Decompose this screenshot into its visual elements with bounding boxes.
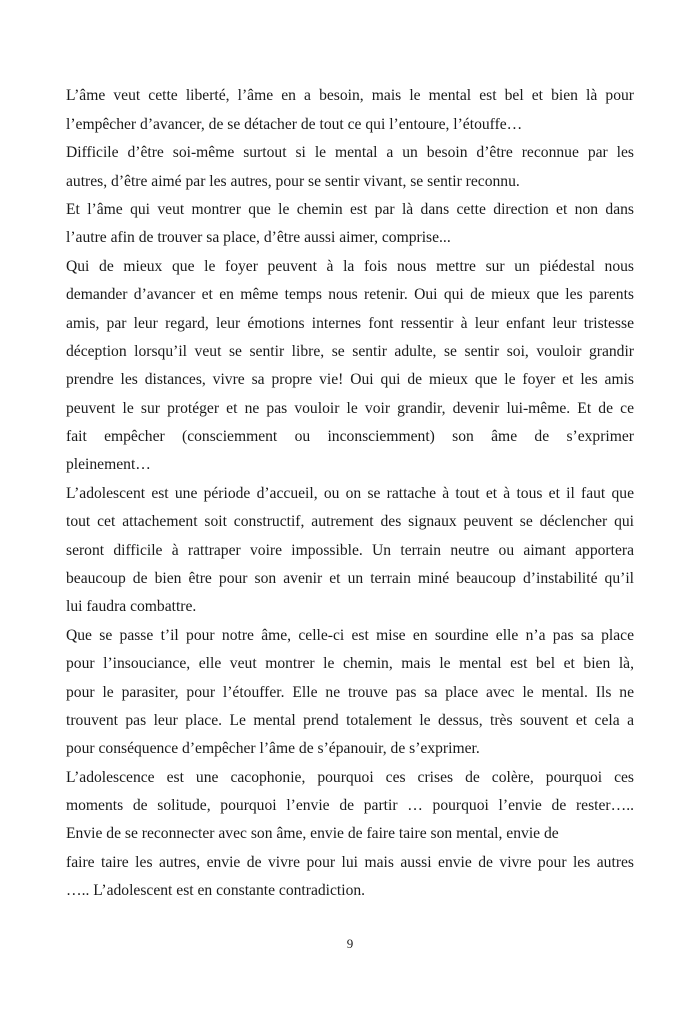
text-line: amis, par leur regard, leur émotions internes font ressentir à leur enfant leur tristesse xyxy=(66,315,634,332)
text-line: peuvent le sur protéger et ne pas vouloir le voir grandir, devenir lui-même. Et de ce xyxy=(66,400,634,417)
text-line: fait empêcher (consciemment ou inconsciemment) son âme de s’exprimer xyxy=(66,428,634,445)
text-line: l’empêcher d’avancer, de se détacher de tout ce qui l’entoure, l’étouffe… xyxy=(66,116,523,133)
text-line: ….. L’adolescent est en constante contradiction. xyxy=(66,882,366,899)
text-line: moments de solitude, pourquoi l’envie de partir … pourquoi l’envie de rester….. xyxy=(66,797,634,814)
text-line: beaucoup de bien être pour son avenir et un terrain miné beaucoup d’instabilité qu’il xyxy=(66,570,634,587)
text-line: Que se passe t’il pour notre âme, celle-ci est mise en sourdine elle n’a pas sa place xyxy=(66,627,634,644)
text-line: L’adolescence est une cacophonie, pourquoi ces crises de colère, pourquoi ces xyxy=(66,769,634,786)
text-line: Difficile d’être soi-même surtout si le mental a un besoin d’être reconnue par les xyxy=(66,144,634,161)
text-line: Et l’âme qui veut montrer que le chemin est par là dans cette direction et non dans xyxy=(66,201,634,218)
text-line: autres, d’être aimé par les autres, pour se sentir vivant, se sentir reconnu. xyxy=(66,173,520,190)
text-line: trouvent pas leur place. Le mental prend totalement le dessus, très souvent et cela a xyxy=(66,712,634,729)
text-line: pleinement… xyxy=(66,456,151,473)
text-line: lui faudra combattre. xyxy=(66,598,197,615)
text-line: faire taire les autres, envie de vivre pour lui mais aussi envie de vivre pour les autres xyxy=(66,854,634,871)
text-line: demander d’avancer et en même temps nous retenir. Oui qui de mieux que les parents xyxy=(66,286,634,303)
text-line: Qui de mieux que le foyer peuvent à la fois nous mettre sur un piédestal nous xyxy=(66,258,634,275)
text-line: prendre les distances, vivre sa propre vie! Oui qui de mieux que le foyer et les amis xyxy=(66,371,634,388)
text-line: L’adolescent est une période d’accueil, ou on se rattache à tout et à tous et il faut que xyxy=(66,485,634,502)
text-line: seront difficile à rattraper voire impossible. Un terrain neutre ou aimant apportera xyxy=(66,542,634,559)
text-line: l’autre afin de trouver sa place, d’être aussi aimer, comprise... xyxy=(66,229,451,246)
page-number: 9 xyxy=(346,936,354,951)
text-line: Envie de se reconnecter avec son âme, envie de faire taire son mental, envie de xyxy=(66,825,559,842)
text-line: déception lorsqu’il veut se sentir libre, se sentir adulte, se sentir soi, vouloir grandir xyxy=(66,343,634,360)
text-line: pour l’insouciance, elle veut montrer le chemin, mais le mental est bel et bien là, xyxy=(66,655,634,672)
text-line: L’âme veut cette liberté, l’âme en a besoin, mais le mental est bel et bien là pour xyxy=(66,87,634,104)
text-line: tout cet attachement soit constructif, autrement des signaux peuvent se déclencher qui xyxy=(66,513,634,530)
text-line: pour le parasiter, pour l’étouffer. Elle ne trouve pas sa place avec le mental. Ils ne xyxy=(66,684,634,701)
text-line: pour conséquence d’empêcher l’âme de s’épanouir, de s’exprimer. xyxy=(66,740,480,757)
